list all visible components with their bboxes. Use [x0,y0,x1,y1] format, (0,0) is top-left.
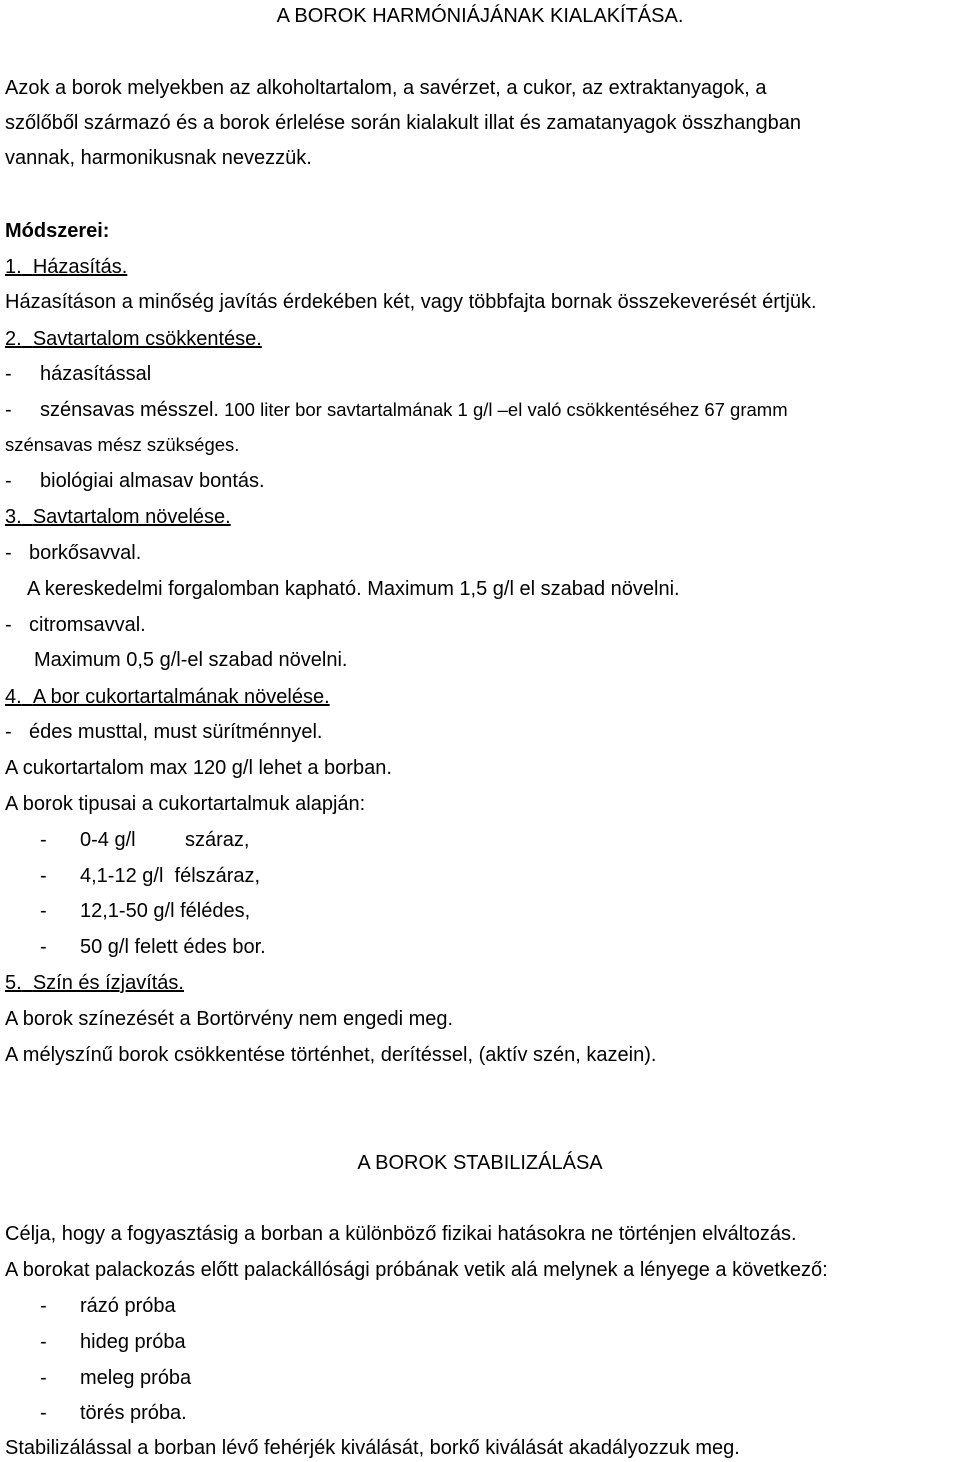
method-1-heading [5,253,127,281]
type-item: - 4,1-12 g/l félszáraz, [40,865,261,887]
section-title: A BOROK HARMÓNIÁJÁNAK KIALAKÍTÁSA. [276,5,684,27]
method-4-title: A bor cukortartalmának növelése. [32,686,330,708]
list-item: - biológiai almasav bontás. [5,470,265,492]
method-3-title: Savtartalom növelése. [32,506,231,528]
types-heading: A borok tipusai a cukortartalmuk alapján: [5,793,366,815]
intro-line-2: szőlőből származó és a borok érlelése során kialakult illat és zamatanyagok összhangban [5,112,801,134]
section-2-title: A BOROK STABILIZÁLÁSA [357,1152,603,1174]
sugar-max-text: A cukortartalom max 120 g/l lehet a borban. [5,757,392,779]
method-5-text-1: A borok színezését a Bortörvény nem engedi meg. [5,1008,454,1030]
method-2-heading: 2. Savtartalom csökkentése. [5,328,262,350]
list-item: - borkősavval. [5,542,142,564]
list-item: - szénsavas mésszel. 100 liter bor savtartalmának 1 g/l –el való csökkentéséhez 67 gramm [5,399,788,421]
test-item: - meleg próba [40,1367,192,1389]
test-item: - rázó próba [40,1295,176,1317]
test-item: - törés próba. [40,1402,187,1424]
type-item: - 0-4 g/l száraz, [40,829,250,851]
methods-heading: Módszerei: [5,220,110,242]
type-item: - 12,1-50 g/l félédes, [40,900,251,922]
stabilization-goal: Célja, hogy a fogyasztásig a borban a különböző fizikai hatásokra ne történjen elváltozás. [5,1223,797,1245]
list-note: A kereskedelmi forgalomban kapható. Maximum 1,5 g/l el szabad növelni. [27,578,680,600]
test-item: - hideg próba [40,1331,186,1353]
intro-line-1: Azok a borok melyekben az alkoholtartalom, a savérzet, a cukor, az extraktanyagok, a [5,77,767,99]
method-5-title: Szín és ízjavítás. [32,972,184,994]
list-item: - citromsavval. [5,614,146,636]
intro-line-3: vannak, harmonikusnak nevezzük. [5,147,312,169]
stabilization-bottling: A borokat palackozás előtt palackállósági próbának vetik alá melynek a lényege a következő: [5,1259,828,1281]
list-item-continuation: szénsavas mész szükséges. [5,434,240,455]
method-5-text-2: A mélyszínű borok csökkentése történhet, derítéssel, (aktív szén, kazein). [5,1044,657,1066]
method-1-number: 1. [5,256,22,278]
method-3-heading: 3. Savtartalom növelése. [5,506,231,528]
method-1-title: Házasítás. [32,256,128,278]
list-item: - édes musttal, must sürítménnyel. [5,721,323,743]
stabilization-closing: Stabilizálással a borban lévő fehérjék kiválását, borkő kiválását akadályozzuk meg. [5,1437,740,1459]
list-note: Maximum 0,5 g/l-el szabad növelni. [34,649,348,671]
method-4-heading: 4. A bor cukortartalmának növelése. [5,686,330,708]
method-1-text: Házasításon a minőség javítás érdekében két, vagy többfajta bornak összekeverését értjük. [5,291,817,313]
type-item: - 50 g/l felett édes bor. [40,936,266,958]
method-2-title: Savtartalom csökkentése. [32,328,262,350]
list-item: - házasítással [5,363,152,385]
method-5-heading: 5. Szín és ízjavítás. [5,972,184,994]
